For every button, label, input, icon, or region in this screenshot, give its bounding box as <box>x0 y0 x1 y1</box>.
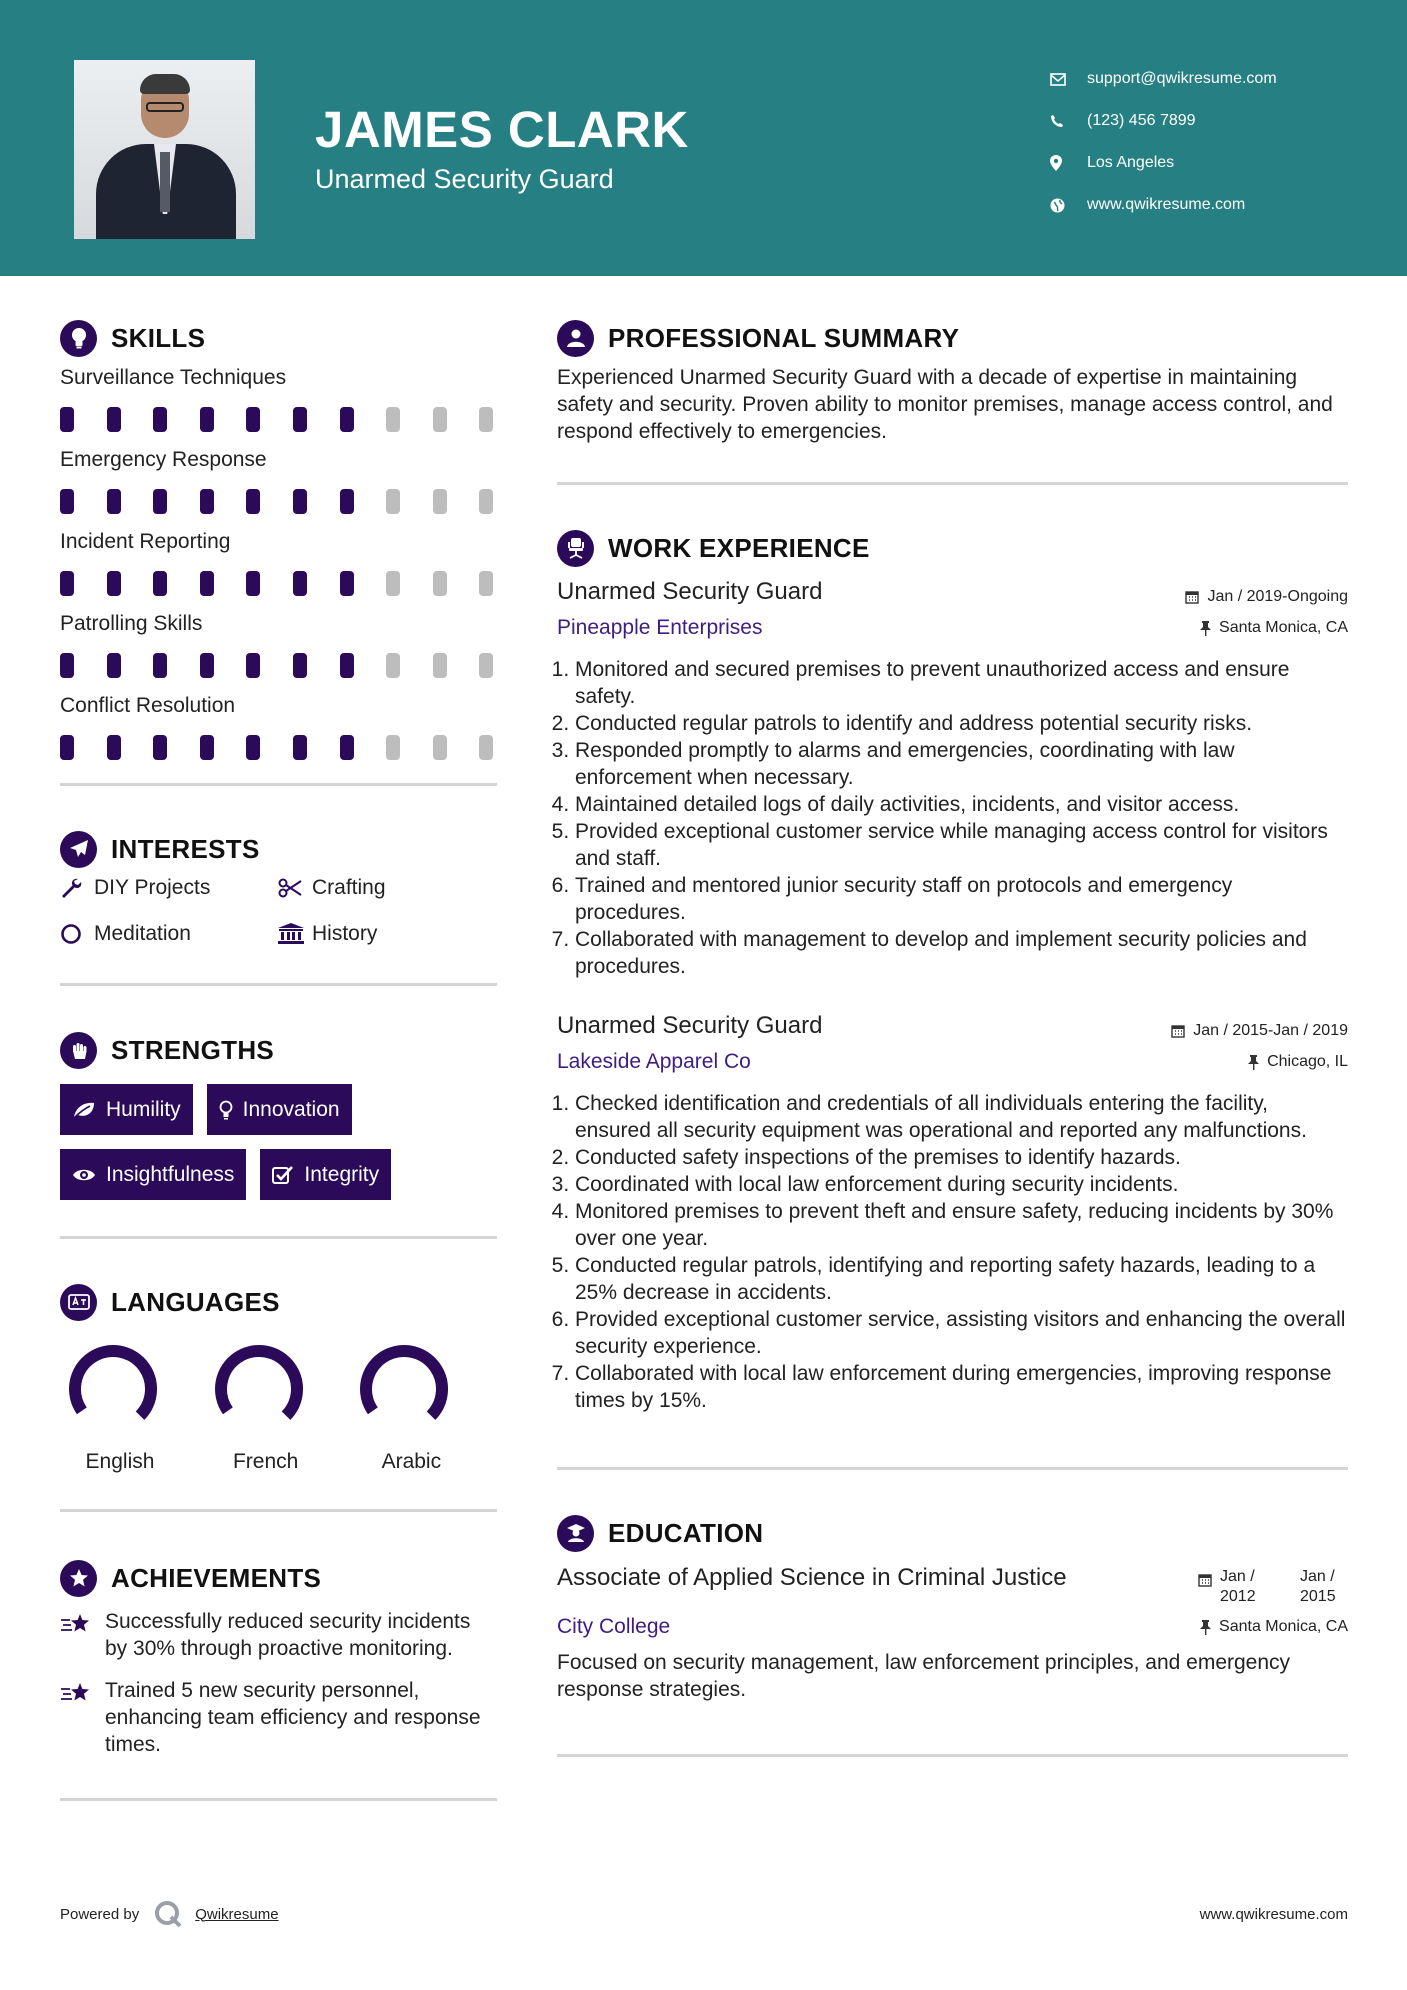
skill-name: Surveillance Techniques <box>60 366 287 389</box>
job-title: Unarmed Security Guard <box>557 1012 823 1039</box>
scissors-icon <box>278 878 312 898</box>
rating-segment-empty <box>386 489 400 514</box>
skill-name: Incident Reporting <box>60 530 231 553</box>
job-entry <box>557 578 1348 980</box>
job-entry <box>557 1012 1348 1414</box>
footer-website[interactable]: www.qwikresume.com <box>1199 1906 1348 1923</box>
achievements-section <box>60 1558 497 1801</box>
interests-heading: INTERESTS <box>111 833 260 864</box>
rating-segment-filled <box>340 653 354 678</box>
rating-segment-empty <box>433 735 447 760</box>
lightbulb-icon <box>219 1100 233 1120</box>
paper-plane-icon <box>60 831 97 868</box>
qwikresume-link[interactable]: Qwikresume <box>195 1905 279 1923</box>
interest-history: History <box>278 921 478 947</box>
rating-segment-filled <box>246 407 260 432</box>
education-section <box>557 1513 1348 1757</box>
checkbox-icon <box>272 1165 294 1185</box>
rating-segment-filled <box>246 489 260 514</box>
section-divider <box>60 1798 497 1801</box>
rating-segment-filled <box>246 571 260 596</box>
circle-icon <box>60 923 94 945</box>
rating-segment-filled <box>60 653 74 678</box>
rating-segment-filled <box>340 571 354 596</box>
job-responsibilities <box>557 656 1348 980</box>
contact-website[interactable]: www.qwikresume.com <box>1050 184 1277 226</box>
calendar-icon <box>1185 590 1199 604</box>
summary-section <box>557 318 1348 485</box>
language-icon <box>60 1284 97 1321</box>
thumbtack-icon <box>1248 1055 1259 1070</box>
strengths-section <box>60 1030 497 1239</box>
interest-crafting: Crafting <box>278 875 478 901</box>
skills-section <box>60 318 497 786</box>
responsibility-item: 1. Monitored and secured premises to prevent unauthorized access and ensure safety. <box>575 656 1348 710</box>
strength-humility: Humility <box>60 1084 193 1135</box>
language-item <box>60 1342 206 1474</box>
rating-segment-filled <box>153 571 167 596</box>
interest-meditation: Meditation <box>60 921 278 947</box>
rating-segment-filled <box>153 489 167 514</box>
thumbtack-icon <box>1200 1620 1211 1635</box>
education-description: Focused on security management, law enforcement principles, and emergency response strategies. <box>557 1651 1291 1701</box>
rating-segment-empty <box>479 489 493 514</box>
star-badge-icon <box>60 1560 97 1597</box>
work-experience-section <box>557 528 1348 1470</box>
rating-segment-filled <box>340 407 354 432</box>
contact-phone[interactable]: (123) 456 7899 <box>1050 100 1277 142</box>
responsibility-item: 5. Provided exceptional customer service while managing access control for visitors and staff. <box>575 818 1348 872</box>
shooting-star-icon <box>60 1608 105 1662</box>
rating-segment-filled <box>60 489 74 514</box>
responsibility-item: 7. Collaborated with management to develop and implement security policies and procedures. <box>575 926 1348 980</box>
rating-segment-filled <box>340 489 354 514</box>
responsibility-item: 2. Conducted safety inspections of the premises to identify hazards. <box>575 1144 1348 1171</box>
rating-segment-filled <box>153 735 167 760</box>
language-name: Arabic <box>381 1450 442 1473</box>
globe-icon <box>1050 198 1087 213</box>
skill-rating-bar <box>60 735 497 760</box>
footer-powered-by: Powered by Qwikresume <box>60 1899 279 1929</box>
language-level-ring <box>66 1342 160 1436</box>
section-divider <box>557 482 1348 485</box>
interests-section <box>60 829 497 986</box>
contact-block <box>1050 58 1277 226</box>
qwikresume-logo-icon <box>153 1899 183 1929</box>
language-level-ring <box>357 1342 451 1436</box>
strength-insightfulness: Insightfulness <box>60 1149 246 1200</box>
company-name: Lakeside Apparel Co <box>557 1050 751 1073</box>
profile-photo <box>74 60 255 239</box>
job-dates: Jan / 2019-Ongoing <box>1185 588 1348 606</box>
work-heading: WORK EXPERIENCE <box>608 532 870 563</box>
company-name: Pineapple Enterprises <box>557 616 763 639</box>
rating-segment-empty <box>433 489 447 514</box>
section-divider <box>60 783 497 786</box>
calendar-icon <box>1198 1573 1212 1587</box>
thumbtack-icon <box>1200 621 1211 636</box>
rating-segment-filled <box>200 571 214 596</box>
language-item <box>351 1342 497 1474</box>
candidate-name: JAMES CLARK <box>315 101 689 158</box>
job-title: Unarmed Security Guard <box>557 578 823 605</box>
rating-segment-empty <box>479 653 493 678</box>
achievement-item: Successfully reduced security incidents by 30% through proactive monitoring. <box>60 1608 497 1662</box>
summary-text: Experienced Unarmed Security Guard with a decade of expertise in maintaining safety and security. Proven ability to monitor premises, manage access control, and respond effectively to emergencies. <box>557 366 1333 443</box>
skills-heading: SKILLS <box>111 322 206 353</box>
left-column <box>60 318 497 1801</box>
rating-segment-filled <box>293 735 307 760</box>
rating-segment-empty <box>433 407 447 432</box>
language-level-ring <box>212 1342 306 1436</box>
rating-segment-empty <box>386 407 400 432</box>
rating-segment-filled <box>107 571 121 596</box>
rating-segment-filled <box>200 489 214 514</box>
job-location: Chicago, IL <box>1248 1053 1348 1071</box>
wrench-icon <box>60 877 94 899</box>
rating-segment-filled <box>246 735 260 760</box>
achievements-list <box>60 1608 497 1758</box>
right-column <box>557 318 1348 1757</box>
language-item <box>206 1342 352 1474</box>
section-divider <box>60 1509 497 1512</box>
job-location: Santa Monica, CA <box>1200 619 1348 637</box>
skill-rating-bar <box>60 489 497 514</box>
rating-segment-empty <box>479 407 493 432</box>
section-divider <box>557 1467 1348 1470</box>
language-level-arc <box>66 1342 160 1436</box>
language-level-arc <box>357 1342 451 1436</box>
education-heading: EDUCATION <box>608 1517 764 1548</box>
rating-segment-filled <box>60 735 74 760</box>
responsibility-item: 3. Responded promptly to alarms and emergencies, coordinating with law enforcement when necessary. <box>575 737 1348 791</box>
shooting-star-icon <box>60 1677 105 1758</box>
rating-segment-filled <box>293 407 307 432</box>
responsibility-item: 1. Checked identification and credentials of all individuals entering the facility, ensured all security equipment was operational and reported any malfunctions. <box>575 1090 1348 1144</box>
eye-icon <box>72 1167 96 1183</box>
rating-segment-filled <box>107 407 121 432</box>
skill-rating-bar <box>60 407 497 432</box>
office-chair-icon <box>557 530 594 567</box>
section-divider <box>557 1754 1348 1757</box>
lightbulb-icon <box>60 320 97 357</box>
rating-segment-empty <box>433 653 447 678</box>
responsibility-item: 6. Trained and mentored junior security staff on protocols and emergency procedures. <box>575 872 1348 926</box>
languages-heading: LANGUAGES <box>111 1286 280 1317</box>
rating-segment-empty <box>479 735 493 760</box>
rating-segment-filled <box>107 735 121 760</box>
language-name: English <box>85 1450 155 1473</box>
rating-segment-filled <box>153 653 167 678</box>
language-name: French <box>232 1450 299 1473</box>
responsibility-item: 3. Coordinated with local law enforcement during security incidents. <box>575 1171 1348 1198</box>
rating-segment-filled <box>340 735 354 760</box>
strengths-heading: STRENGTHS <box>111 1034 275 1065</box>
education-dates: Jan / 2012 Jan / 2015 <box>1198 1567 1348 1607</box>
rating-segment-empty <box>386 653 400 678</box>
achievements-heading: ACHIEVEMENTS <box>111 1562 322 1593</box>
rating-segment-filled <box>153 407 167 432</box>
responsibility-item: 4. Maintained detailed logs of daily activities, incidents, and visitor access. <box>575 791 1348 818</box>
degree-title: Associate of Applied Science in Criminal Justice <box>557 1564 1067 1591</box>
graduate-icon <box>557 1515 594 1552</box>
contact-location: Los Angeles <box>1050 142 1277 184</box>
rating-segment-filled <box>293 489 307 514</box>
job-responsibilities <box>557 1090 1348 1414</box>
skill-rating-bar <box>60 571 497 596</box>
rating-segment-empty <box>386 735 400 760</box>
rating-segment-filled <box>60 407 74 432</box>
rating-segment-filled <box>107 653 121 678</box>
section-divider <box>60 1236 497 1239</box>
phone-icon <box>1050 114 1087 128</box>
rating-segment-filled <box>200 407 214 432</box>
resume-header <box>0 0 1407 276</box>
candidate-title: Unarmed Security Guard <box>315 164 614 194</box>
responsibility-item: 5. Conducted regular patrols, identifying and reporting safety hazards, leading to a 25% decrease in accidents. <box>575 1252 1348 1306</box>
rating-segment-filled <box>293 653 307 678</box>
envelope-icon <box>1050 73 1087 86</box>
rating-segment-filled <box>200 653 214 678</box>
strength-integrity: Integrity <box>260 1149 391 1200</box>
calendar-icon <box>1171 1024 1185 1038</box>
rating-segment-filled <box>200 735 214 760</box>
leaf-icon <box>72 1101 96 1119</box>
rating-segment-empty <box>386 571 400 596</box>
museum-icon <box>278 923 312 945</box>
rating-segment-empty <box>479 571 493 596</box>
skill-name: Patrolling Skills <box>60 612 203 635</box>
skill-name: Emergency Response <box>60 448 267 471</box>
rating-segment-filled <box>60 571 74 596</box>
skill-name: Conflict Resolution <box>60 694 236 717</box>
user-icon <box>557 320 594 357</box>
contact-email[interactable]: support@qwikresume.com <box>1050 58 1277 100</box>
rating-segment-filled <box>107 489 121 514</box>
raised-fist-icon <box>60 1032 97 1069</box>
responsibility-item: 2. Conducted regular patrols to identify and address potential security risks. <box>575 710 1348 737</box>
map-pin-icon <box>1050 155 1087 171</box>
rating-segment-filled <box>246 653 260 678</box>
school-location: Santa Monica, CA <box>1200 1618 1348 1636</box>
job-dates: Jan / 2015-Jan / 2019 <box>1171 1022 1348 1040</box>
responsibility-item: 6. Provided exceptional customer service, assisting visitors and enhancing the overall security experience. <box>575 1306 1348 1360</box>
strength-innovation: Innovation <box>207 1084 352 1135</box>
responsibility-item: 7. Collaborated with local law enforcement during emergencies, improving response times by 15%. <box>575 1360 1348 1414</box>
language-level-arc <box>212 1342 306 1436</box>
skill-rating-bar <box>60 653 497 678</box>
interest-diy-projects: DIY Projects <box>60 875 278 901</box>
summary-heading: PROFESSIONAL SUMMARY <box>608 322 960 353</box>
responsibility-item: 4. Monitored premises to prevent theft and ensure safety, reducing incidents by 30% over one year. <box>575 1198 1348 1252</box>
school-name: City College <box>557 1615 671 1638</box>
languages-section <box>60 1282 497 1512</box>
rating-segment-filled <box>293 571 307 596</box>
achievement-item: Trained 5 new security personnel, enhancing team efficiency and response times. <box>60 1677 497 1758</box>
section-divider <box>60 983 497 986</box>
rating-segment-empty <box>433 571 447 596</box>
